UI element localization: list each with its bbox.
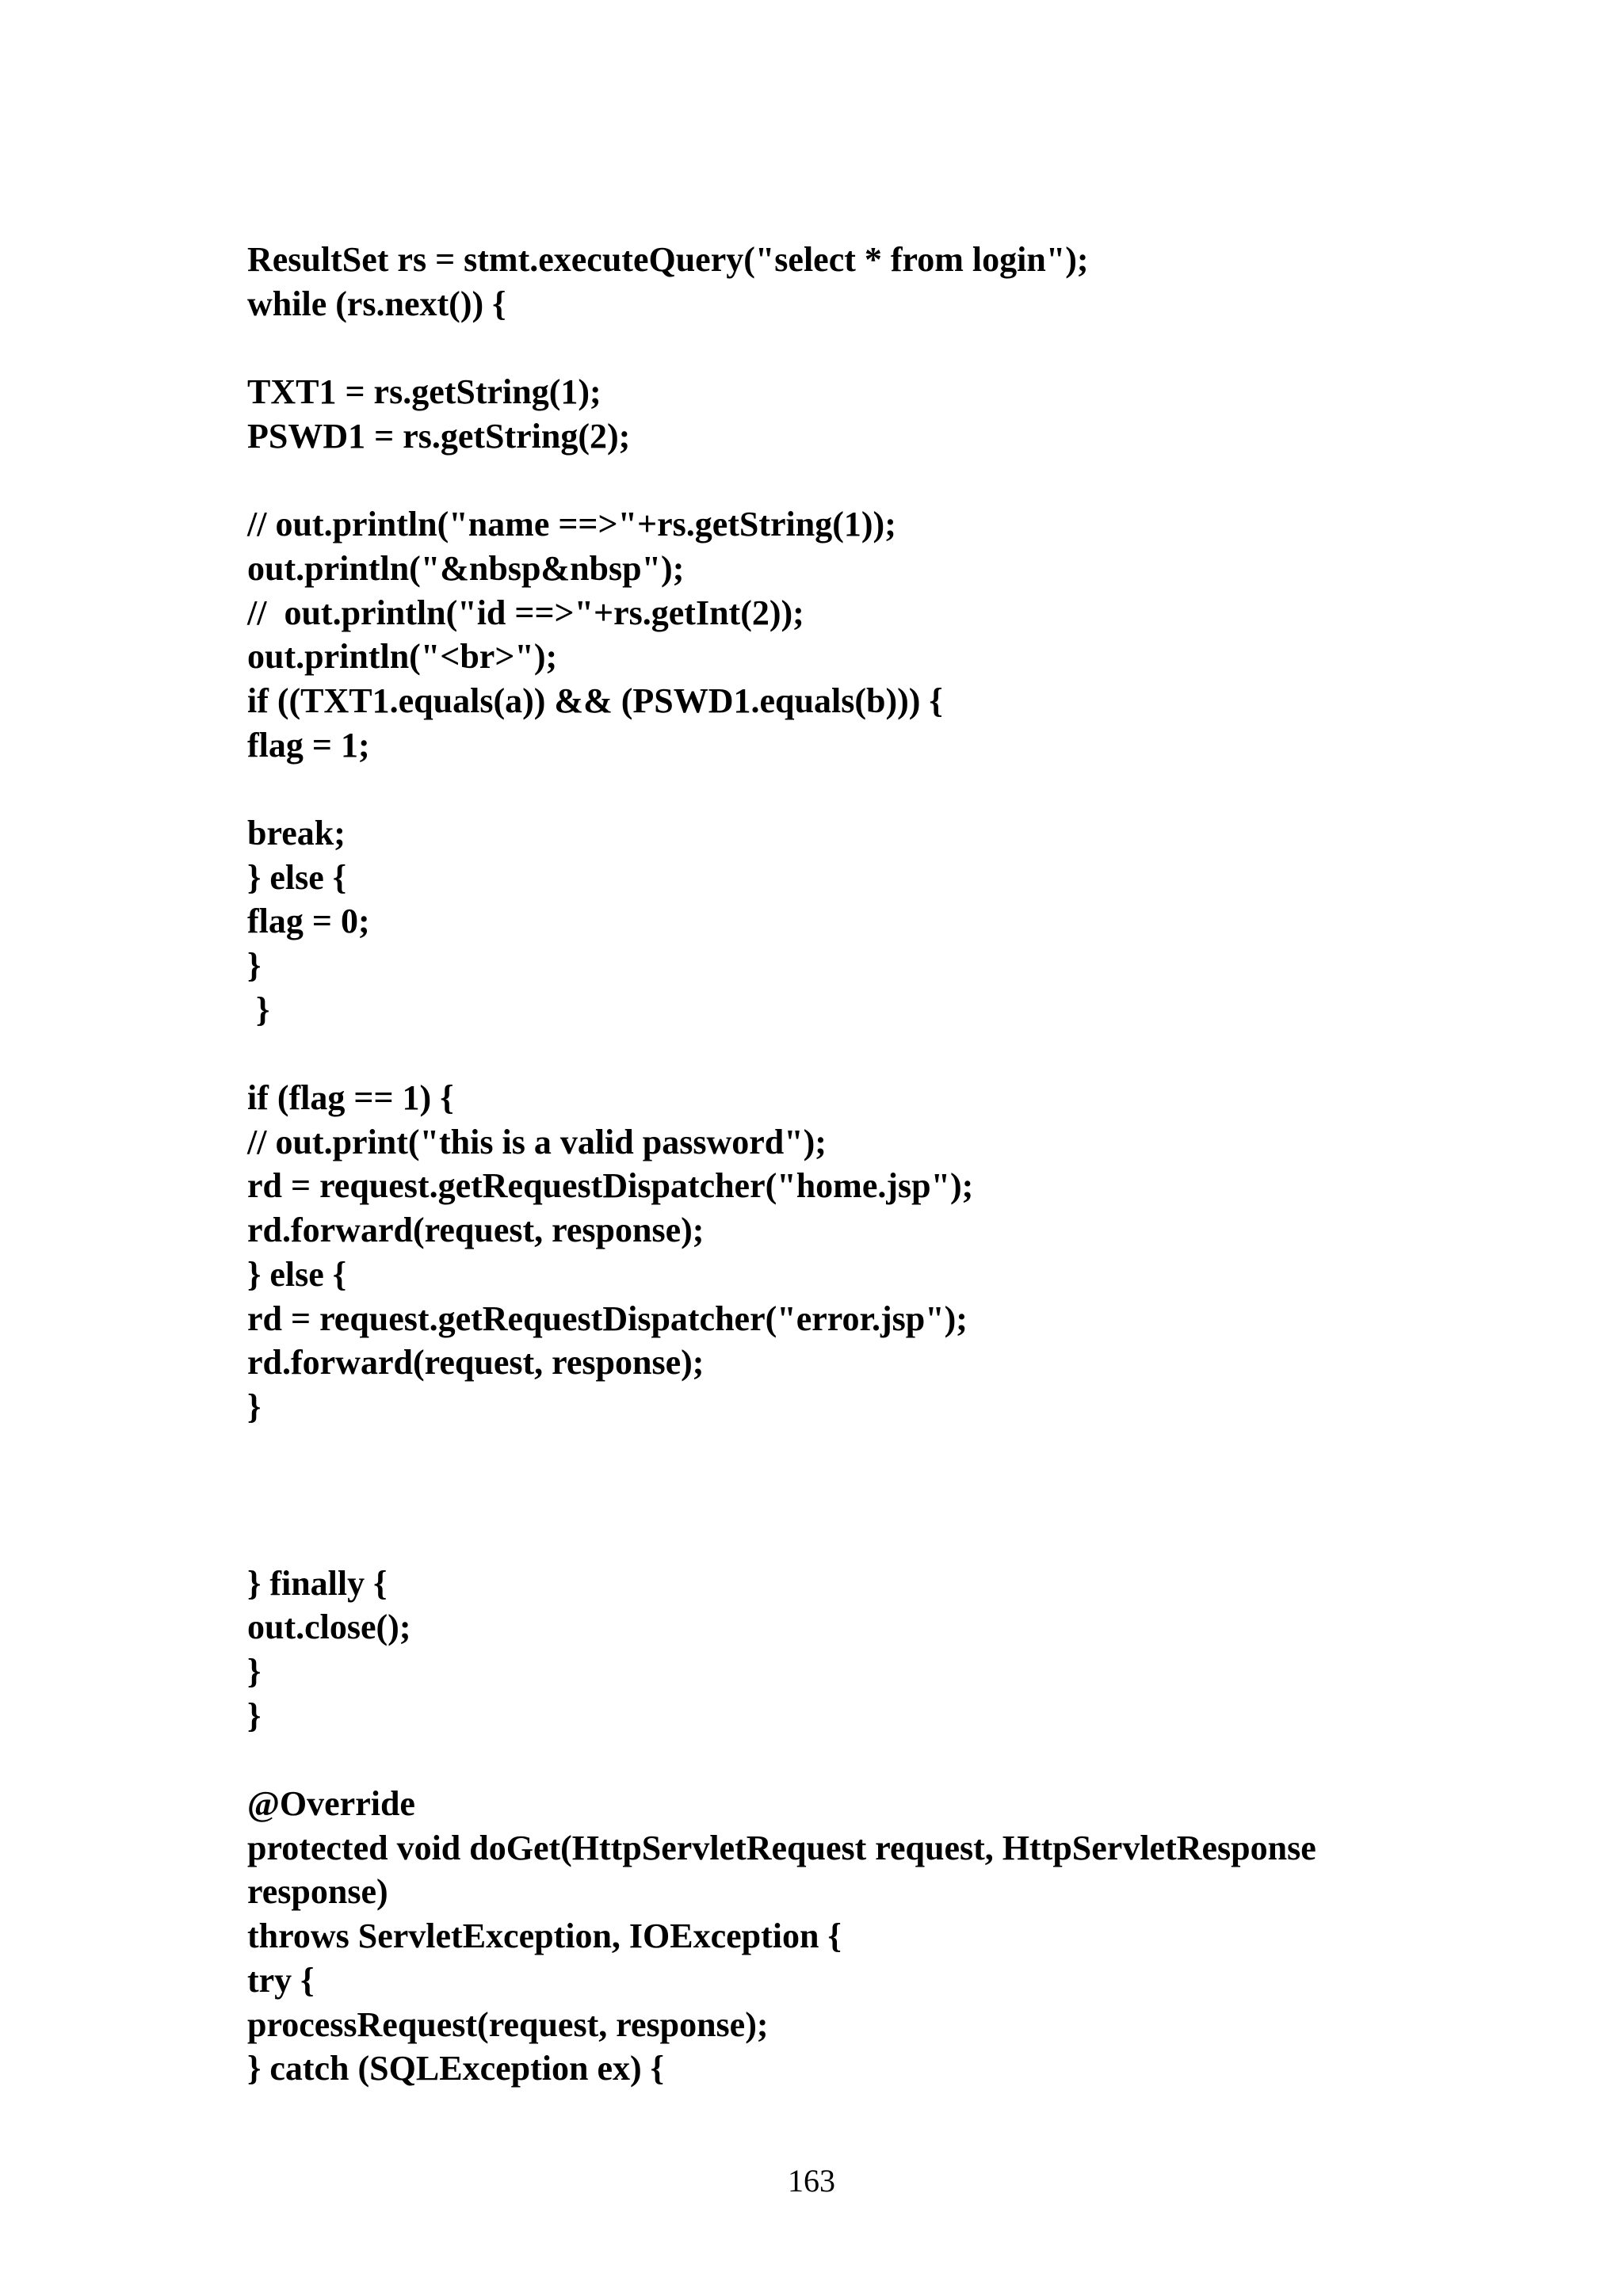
code-line: rd = request.getRequestDispatcher("home.jsp");	[247, 1166, 974, 1206]
code-line	[247, 458, 1484, 502]
code-line: rd.forward(request, response);	[247, 1343, 705, 1383]
code-line: if (flag == 1) {	[247, 1078, 454, 1118]
code-line: out.println("&nbsp&nbsp");	[247, 548, 685, 588]
code-line: }	[247, 1386, 262, 1426]
code-line: } else {	[247, 1254, 347, 1294]
code-line: ResultSet rs = stmt.executeQuery("select * from login");	[247, 240, 1089, 279]
code-line: if ((TXT1.equals(a)) && (PSWD1.equals(b))) {	[247, 681, 943, 720]
code-line: } catch (SQLException ex) {	[247, 2049, 664, 2088]
code-line: @Override	[247, 1784, 415, 1824]
code-line: flag = 1;	[247, 725, 370, 765]
code-line: // out.println("name ==>"+rs.getString(1));	[247, 505, 896, 544]
code-block	[247, 238, 1484, 2091]
code-line: try {	[247, 1960, 315, 2000]
code-line: break;	[247, 813, 346, 852]
code-line: // out.println("id ==>"+rs.getInt(2));	[247, 593, 804, 632]
code-line: TXT1 = rs.getString(1);	[247, 372, 601, 412]
code-line: throws ServletException, IOException {	[247, 1917, 842, 1956]
code-line: rd = request.getRequestDispatcher("error.jsp");	[247, 1299, 968, 1338]
code-line: while (rs.next()) {	[247, 284, 506, 323]
code-line	[247, 767, 1484, 811]
code-line: }	[247, 1652, 262, 1691]
code-line: rd.forward(request, response);	[247, 1211, 705, 1250]
code-line: out.close();	[247, 1608, 411, 1647]
code-line: }	[247, 990, 270, 1029]
code-line: }	[247, 946, 262, 985]
code-line: PSWD1 = rs.getString(2);	[247, 416, 631, 456]
page-number: 163	[788, 2163, 835, 2199]
code-line: }	[247, 1695, 262, 1735]
code-line	[247, 326, 1484, 370]
code-line	[247, 1429, 1484, 1474]
code-line	[247, 1517, 1484, 1562]
code-line: response)	[247, 1872, 388, 1912]
code-line: flag = 0;	[247, 902, 370, 941]
code-line: // out.print("this is a valid password");	[247, 1122, 827, 1161]
code-line	[247, 1737, 1484, 1782]
code-line: out.println("<br>");	[247, 637, 558, 677]
code-line: } finally {	[247, 1563, 388, 1603]
code-line: processRequest(request, response);	[247, 2004, 769, 2044]
code-line: protected void doGet(HttpServletRequest request, HttpServletResponse	[247, 1828, 1316, 1867]
code-line	[247, 1473, 1484, 1517]
code-line	[247, 1032, 1484, 1076]
code-line: } else {	[247, 857, 347, 897]
